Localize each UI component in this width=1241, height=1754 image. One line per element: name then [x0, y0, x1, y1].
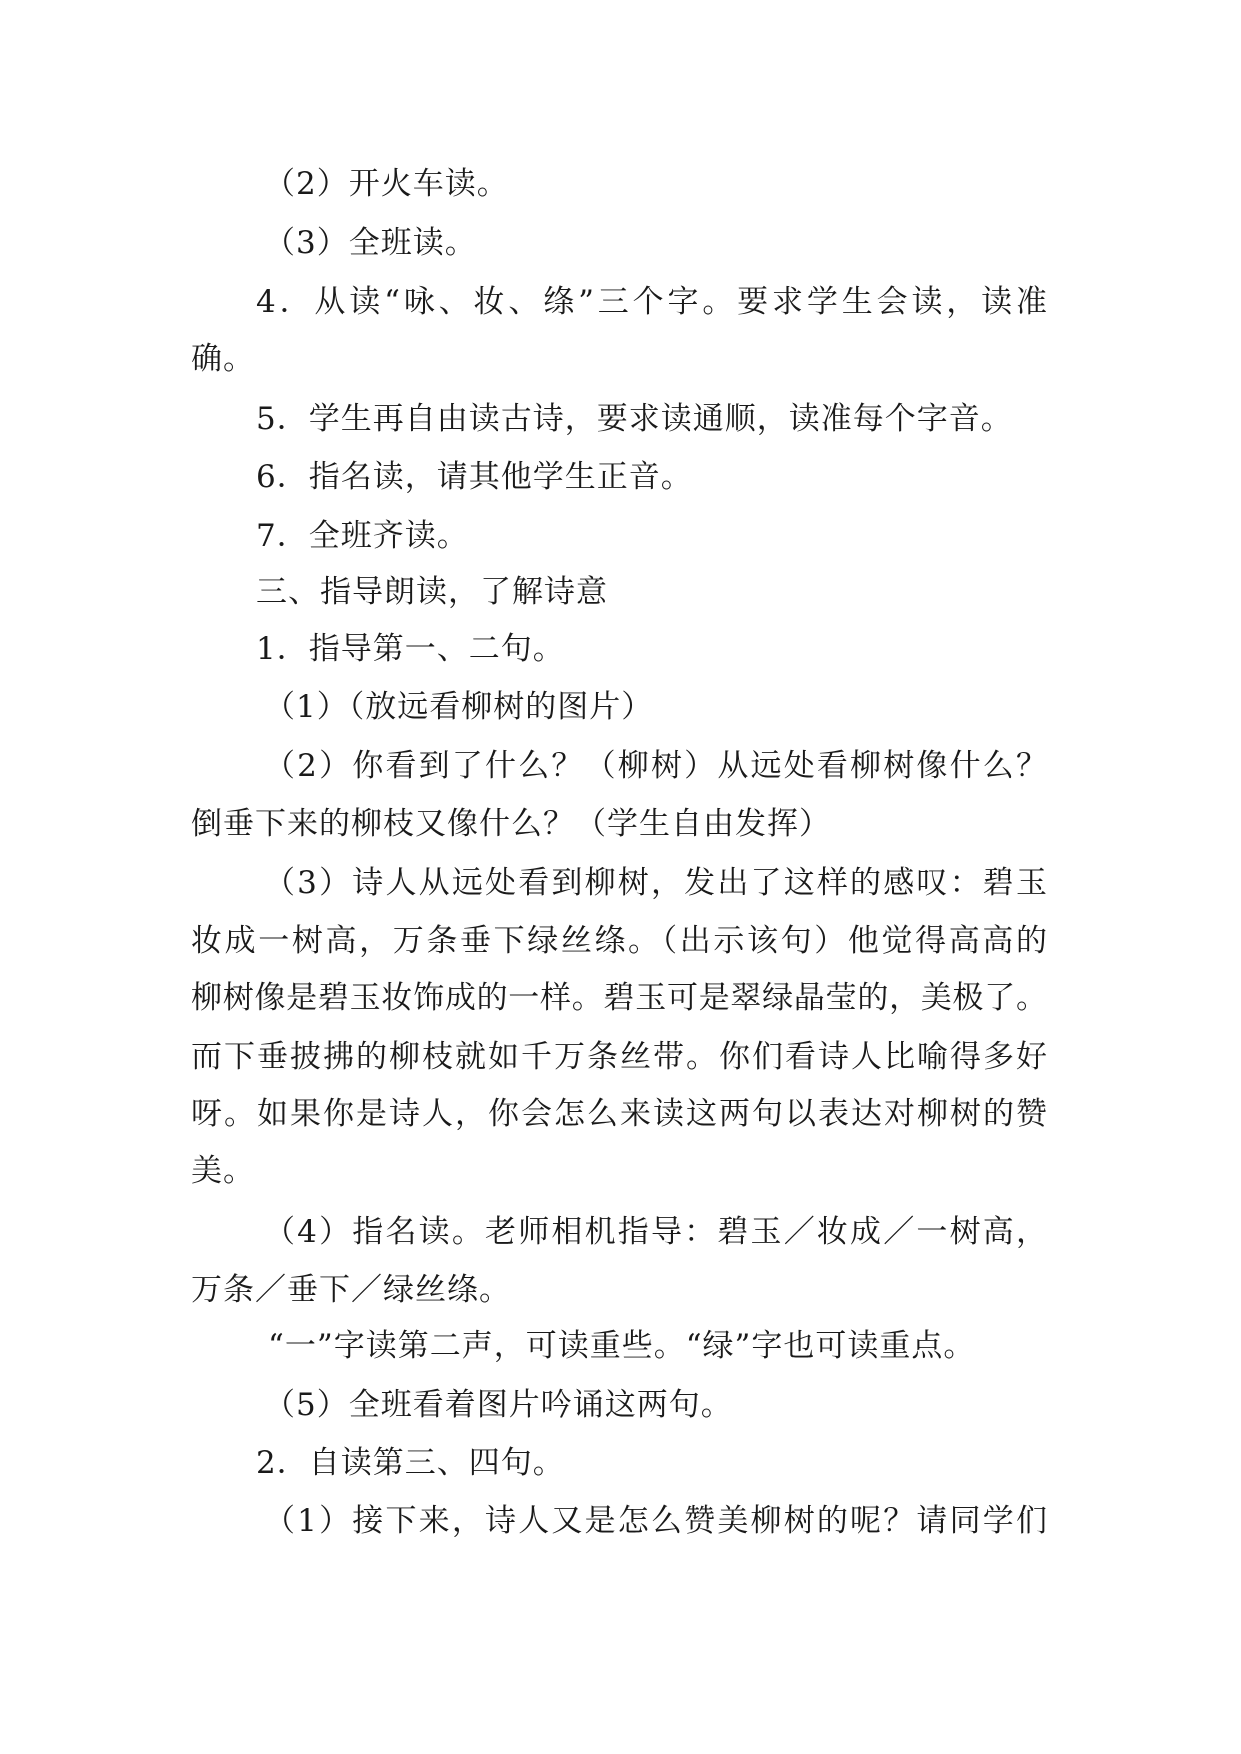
text-line: （2）开火车读。 — [264, 166, 509, 202]
text-line: 7．全班齐读。 — [256, 518, 469, 554]
text-line: 万条／垂下／绿丝绦。 — [191, 1272, 511, 1308]
text-line: （2）你看到了什么？（柳树）从远处看柳树像什么？ — [264, 748, 1047, 784]
text-line: （3）全班读。 — [264, 225, 477, 261]
text-line: 呀。如果你是诗人，你会怎么来读这两句以表达对柳树的赞 — [191, 1096, 1047, 1132]
text-line: （1）接下来，诗人又是怎么赞美柳树的呢？请同学们 — [264, 1503, 1047, 1539]
text-line: 美。 — [191, 1153, 255, 1189]
text-line: 1．指导第一、二句。 — [256, 631, 565, 667]
text-line: （3）诗人从远处看到柳树，发出了这样的感叹：碧玉 — [264, 865, 1047, 901]
text-line: （1）（放远看柳树的图片） — [264, 689, 654, 725]
text-line: 柳树像是碧玉妆饰成的一样。碧玉可是翠绿晶莹的，美极了。 — [191, 980, 1047, 1016]
text-line: “一”字读第二声，可读重些。“绿”字也可读重点。 — [268, 1328, 976, 1364]
text-line: 2．自读第三、四句。 — [256, 1445, 565, 1481]
text-line: 而下垂披拂的柳枝就如千万条丝带。你们看诗人比喻得多好 — [191, 1039, 1047, 1075]
text-line: 妆成一树高，万条垂下绿丝绦。（出示该句）他觉得高高的 — [191, 923, 1047, 959]
text-line: 确。 — [191, 341, 255, 377]
section-heading: 三、指导朗读，了解诗意 — [256, 574, 608, 610]
text-line: 倒垂下来的柳枝又像什么？（学生自由发挥） — [191, 806, 831, 842]
text-line: （5）全班看着图片吟诵这两句。 — [264, 1387, 733, 1423]
text-line: 4．从读“咏、妆、绦”三个字。要求学生会读，读准 — [256, 284, 1047, 320]
text-line: 5．学生再自由读古诗，要求读通顺，读准每个字音。 — [256, 401, 1013, 437]
text-line: （4）指名读。老师相机指导：碧玉／妆成／一树高， — [264, 1214, 1047, 1250]
text-line: 6．指名读，请其他学生正音。 — [256, 459, 693, 495]
